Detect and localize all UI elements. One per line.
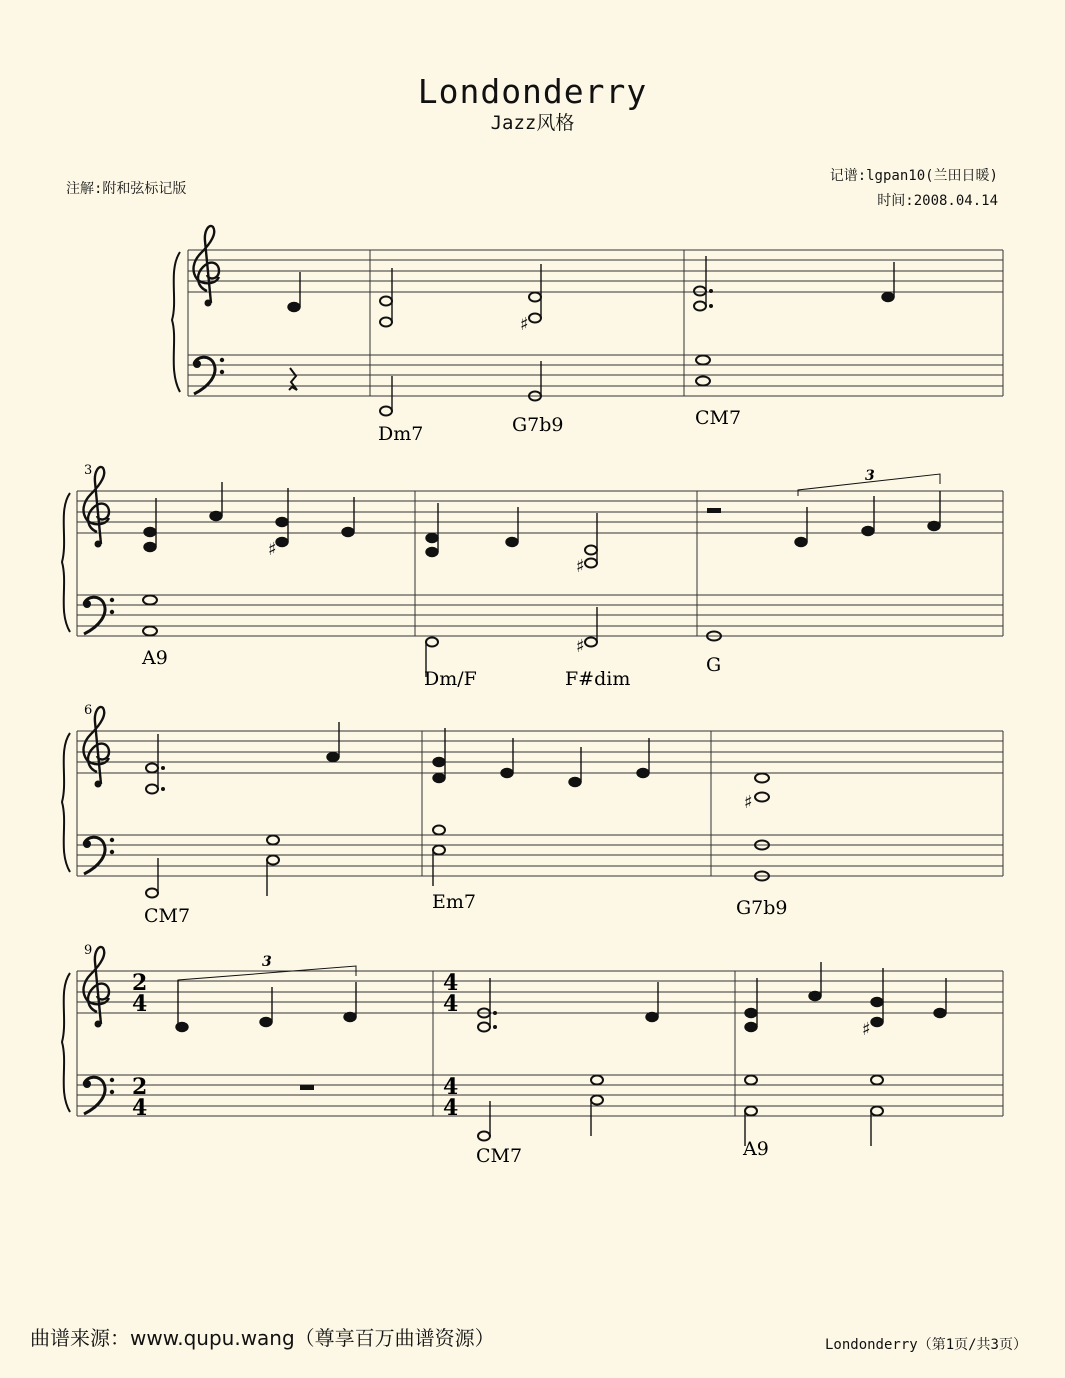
system-2 (62, 463, 1003, 690)
source-footer: 曲谱来源：www.qupu.wang（尊享百万曲谱资源） (30, 1326, 495, 1350)
measure-number: 6 (84, 703, 93, 718)
chord-symbol: Em7 (432, 891, 476, 913)
time-signature-denominator: 4 (132, 1095, 148, 1121)
svg-text:♯: ♯ (576, 636, 585, 657)
measure-number: 3 (84, 463, 93, 478)
chord-symbol: Dm/F (424, 668, 477, 690)
arranger-credit: 记谱:lgpan10(兰田日暖) (829, 168, 998, 184)
bass-clef-icon (83, 597, 114, 634)
system-4 (62, 943, 1003, 1167)
treble-clef-icon (84, 467, 109, 548)
svg-text:♯: ♯ (268, 539, 277, 560)
bass-clef-icon (83, 837, 114, 874)
svg-text:♯: ♯ (744, 792, 753, 813)
treble-clef-icon (194, 226, 219, 307)
svg-text:♯: ♯ (576, 556, 585, 577)
brace (62, 493, 70, 632)
svg-text:♯: ♯ (862, 1019, 871, 1040)
measure-number: 9 (84, 943, 93, 958)
brace (172, 252, 180, 392)
chord-symbol: Dm7 (378, 423, 424, 445)
triplet-mark: 3 (262, 954, 272, 970)
chord-symbol: CM7 (476, 1145, 523, 1167)
time-signature-numerator: 4 (443, 970, 459, 996)
score-subtitle: Jazz风格 (490, 112, 575, 134)
time-signature-denominator: 4 (443, 991, 459, 1017)
bass-clef-icon (83, 1077, 114, 1114)
treble-clef-icon (84, 947, 109, 1028)
time-signature-numerator: 2 (132, 1074, 148, 1100)
time-signature-denominator: 4 (132, 991, 148, 1017)
system-3 (62, 703, 1003, 927)
score-title: Londonderry (417, 72, 648, 111)
time-signature-denominator: 4 (443, 1095, 459, 1121)
treble-clef-icon (84, 707, 109, 788)
time-signature-numerator: 2 (132, 970, 148, 996)
bass-clef-icon (193, 357, 224, 394)
brace (62, 973, 70, 1112)
brace (62, 733, 70, 872)
page-indicator: Londonderry（第1页/共3页） (824, 1337, 1027, 1353)
svg-text:♯: ♯ (520, 314, 529, 335)
chord-symbol: G7b9 (736, 897, 788, 919)
chord-symbol: CM7 (144, 905, 191, 927)
chord-symbol: A9 (743, 1138, 769, 1160)
annotation-note: 注解:附和弦标记版 (66, 181, 187, 197)
chord-symbol: G (706, 654, 722, 676)
chord-symbol: F#dim (565, 668, 631, 690)
chord-symbol: G7b9 (512, 414, 564, 436)
system-1 (172, 226, 1003, 445)
time-signature-numerator: 4 (443, 1074, 459, 1100)
transcription-date: 时间:2008.04.14 (877, 193, 998, 209)
chord-symbol: CM7 (695, 407, 742, 429)
triplet-mark: 3 (865, 468, 875, 484)
chord-symbol: A9 (142, 647, 168, 669)
